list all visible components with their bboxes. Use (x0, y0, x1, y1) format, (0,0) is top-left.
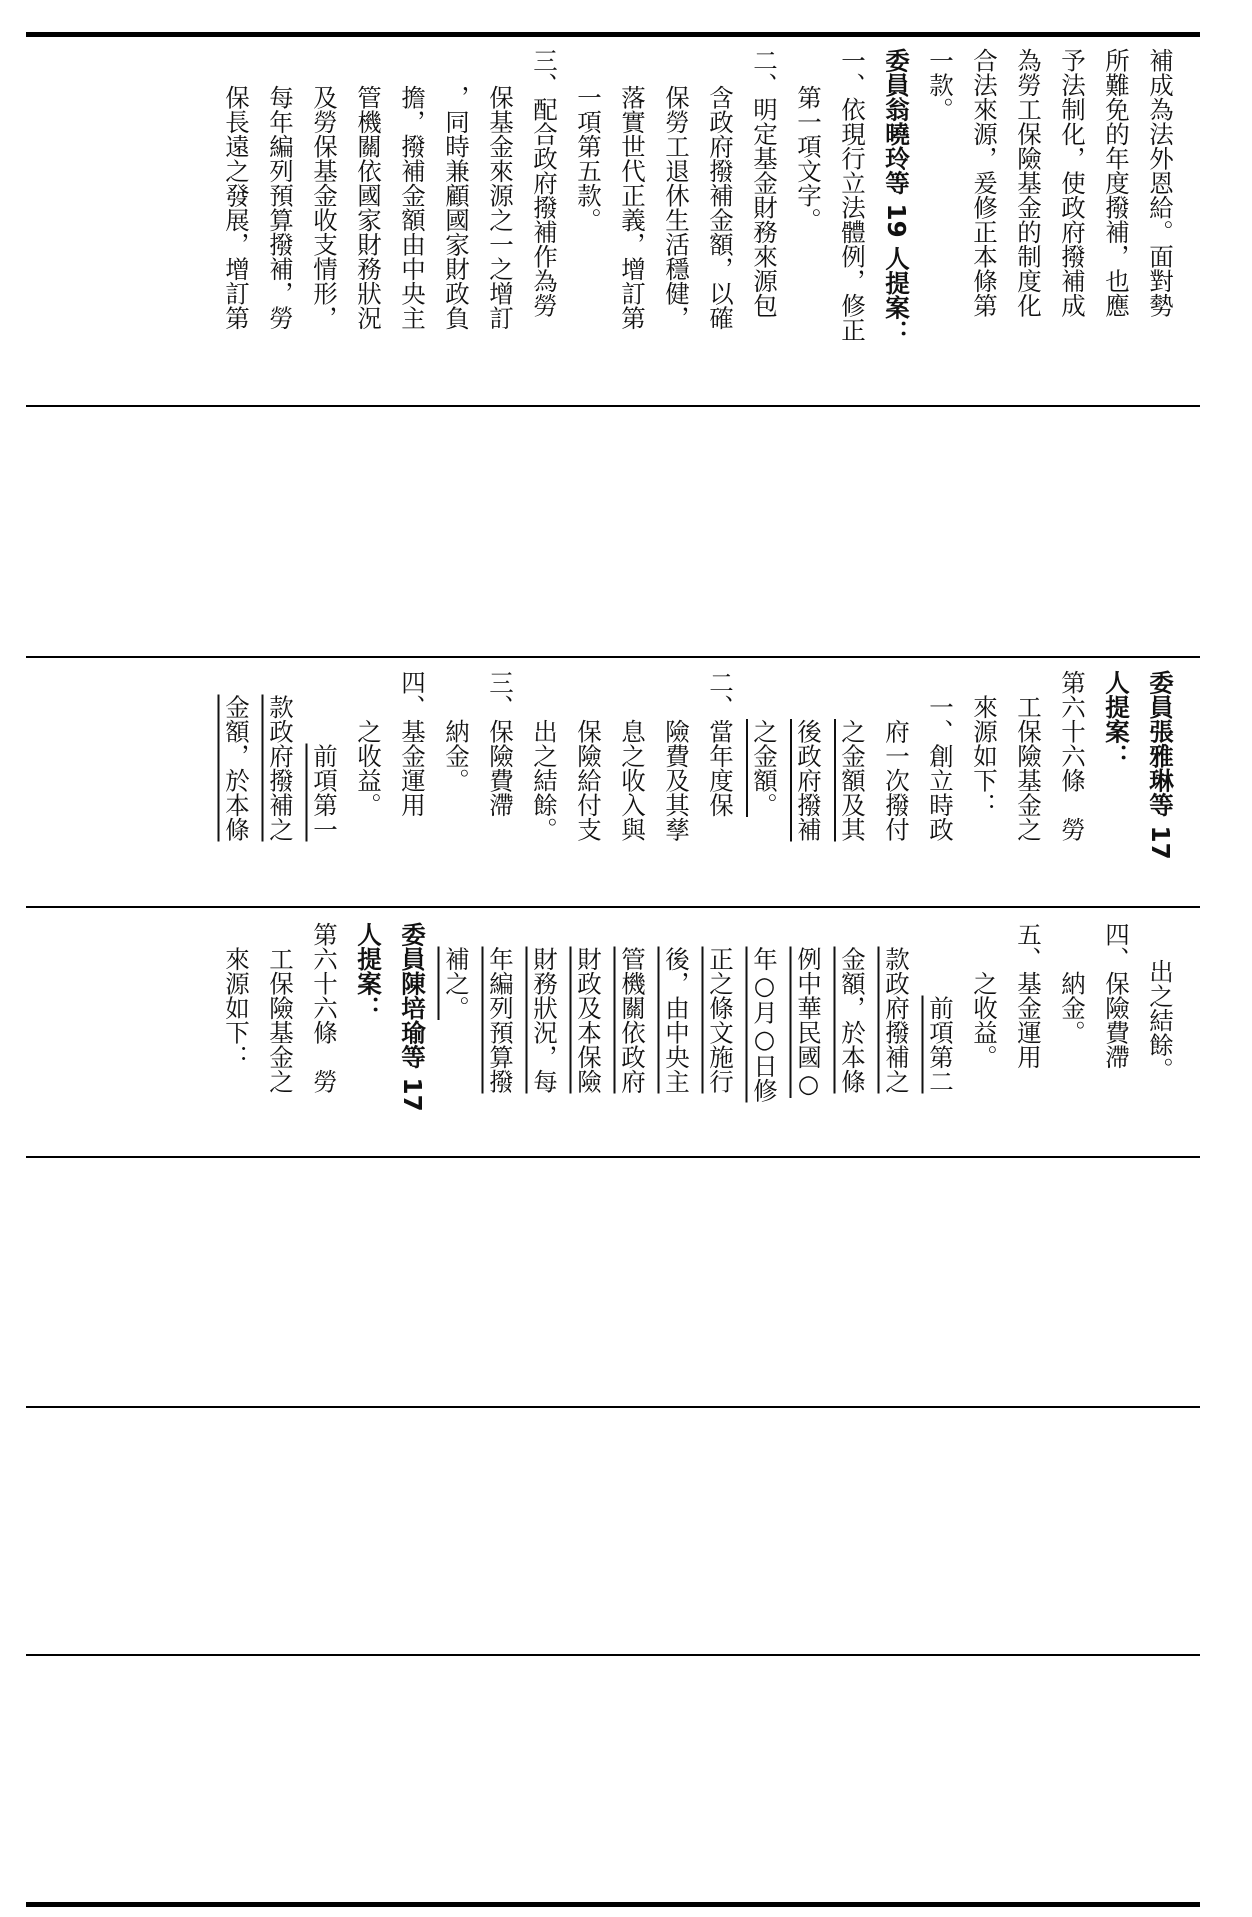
text-line: 每年編列預算撥補，勞 (266, 84, 295, 330)
text-line: 所難免的年度撥補，也應 (1102, 48, 1131, 318)
text-line: 一、依現行立法體例，修正 (838, 48, 867, 342)
table-row-divider (26, 1156, 1200, 1158)
text-line: 補成為法外恩給。面對勢 (1146, 48, 1175, 318)
text-line: 含政府撥補金額，以確 (706, 84, 735, 330)
proposer-heading: 人提案： (1102, 670, 1131, 768)
proposer-heading: 人提案： (354, 922, 383, 1020)
text-line: 二、當年度保 (706, 670, 735, 817)
text-line: 一、創立時政 (926, 694, 955, 842)
text-line: 之收益。 (970, 971, 999, 1069)
text-line: 後，由中央主 (662, 946, 691, 1094)
text-line: ，同時兼顧國家財政負 (442, 84, 471, 330)
text-line: 保險給付支 (574, 719, 603, 842)
table-bottom-rule (26, 1902, 1200, 1907)
text-line: 之收益。 (354, 719, 383, 817)
text-line: 年○月○日修 (750, 946, 779, 1103)
text-line: 後政府撥補 (794, 719, 823, 842)
table-row-divider (26, 906, 1200, 908)
text-line: 工保險基金之 (1014, 694, 1043, 842)
text-line: 落實世代正義，增訂第 (618, 84, 647, 330)
text-line: 保長遠之發展，增訂第 (222, 84, 251, 330)
proposer-heading: 委員翁曉玲等 19 人提案： (882, 48, 911, 345)
text-line: 來源如下： (222, 946, 251, 1069)
text-line: 第六十六條 勞 (1058, 670, 1087, 842)
proposer-heading: 委員陳培瑜等 17 (398, 922, 427, 1112)
table-top-rule (26, 32, 1200, 37)
text-line: 例中華民國○ (794, 946, 823, 1098)
text-line: 第六十六條 勞 (310, 922, 339, 1094)
text-line: 工保險基金之 (266, 946, 295, 1094)
text-line: 金額，於本條 (222, 694, 251, 842)
proposal-cell (214, 922, 1182, 1154)
text-line: 出之結餘。 (530, 719, 559, 842)
text-line: 年編列預算撥 (486, 946, 515, 1094)
text-line: 管機關依國家財務狀況 (354, 84, 383, 330)
text-line: 三、保險費滯 (486, 670, 515, 817)
table-row-divider (26, 1406, 1200, 1408)
table-row-divider (26, 1654, 1200, 1656)
explanation-cell (214, 48, 1182, 393)
text-line: 及勞保基金收支情形， (310, 84, 339, 330)
table-row-divider (26, 405, 1200, 407)
text-line: 一項第五款。 (574, 84, 603, 232)
text-line: 五、基金運用 (1014, 922, 1043, 1069)
text-line: 為勞工保險基金的制度化 (1014, 48, 1043, 318)
text-line: 險費及其孳 (662, 719, 691, 842)
text-line: 府一次撥付 (882, 719, 911, 842)
text-line: 予法制化，使政府撥補成 (1058, 48, 1087, 318)
text-line: 保基金來源之一之增訂 (486, 84, 515, 330)
text-line: 三、配合政府撥補作為勞 (530, 48, 559, 318)
text-line: 款政府撥補之 (266, 694, 295, 842)
text-line: 來源如下： (970, 694, 999, 817)
text-line: 之金額及其 (838, 719, 867, 842)
text-line: 補之。 (442, 946, 471, 1020)
text-line: 保勞工退休生活穩健， (662, 84, 691, 330)
text-line: 正之條文施行 (706, 946, 735, 1094)
text-line: 四、基金運用 (398, 670, 427, 817)
text-line: 之金額。 (750, 719, 779, 817)
proposer-heading: 委員張雅琳等 17 (1146, 670, 1175, 860)
text-line: 財政及本保險 (574, 946, 603, 1094)
table-row-divider (26, 656, 1200, 658)
text-line: 四、保險費滯 (1102, 922, 1131, 1069)
text-line: 合法來源，爰修正本條第 (970, 48, 999, 318)
text-line: 息之收入與 (618, 719, 647, 842)
text-line: 第一項文字。 (794, 84, 823, 232)
text-line: 納金。 (1058, 971, 1087, 1045)
text-line: 出之結餘。 (1146, 958, 1175, 1082)
text-line: 金額，於本條 (838, 946, 867, 1094)
text-line: 款政府撥補之 (882, 946, 911, 1094)
text-line: 二、明定基金財務來源包 (750, 48, 779, 318)
text-line: 擔，撥補金額由中央主 (398, 84, 427, 330)
text-line: 前項第一 (310, 743, 339, 842)
text-line: 前項第二 (926, 995, 955, 1094)
text-line: 一款。 (926, 48, 955, 122)
text-line: 納金。 (442, 719, 471, 793)
proposal-cell (214, 670, 1182, 902)
text-line: 管機關依政府 (618, 946, 647, 1094)
text-line: 財務狀況，每 (530, 946, 559, 1094)
